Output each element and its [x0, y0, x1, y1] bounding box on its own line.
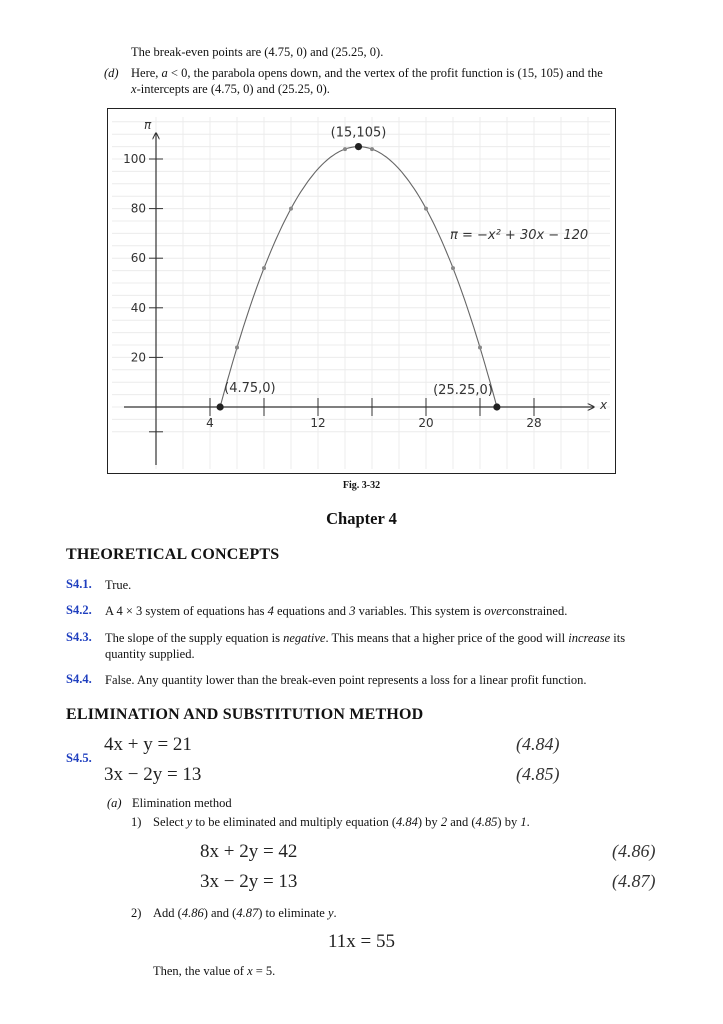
text-segment: 2: [440, 815, 448, 829]
figure-caption: Fig. 3-32: [342, 480, 381, 491]
text-segment: constrained.: [506, 604, 568, 618]
equation-label: π = −x² + 30x − 120: [450, 228, 589, 243]
equation-number-4-86: (4.86): [612, 841, 656, 861]
x-axis-label: x: [600, 398, 608, 412]
curve-point: [451, 266, 455, 270]
text-segment: Add (: [153, 906, 182, 920]
equation-4-87: 3x − 2y = 13: [200, 871, 298, 892]
text-segment: 3: [349, 604, 356, 618]
text-segment: 4.86: [181, 906, 204, 920]
theory-item-text: [105, 672, 665, 688]
text-segment: and (: [447, 815, 476, 829]
equation-number-4-84: (4.84): [516, 734, 560, 754]
elimination-heading: ELIMINATION AND SUBSTITUTION METHOD: [66, 706, 424, 723]
curve-point: [370, 147, 374, 151]
text-segment: ) to eliminate: [258, 906, 328, 920]
theory-item-text: [105, 630, 665, 662]
text-segment: The slope of the supply equation is: [105, 631, 284, 645]
theory-item-text: [105, 577, 665, 593]
equation-number-4-87: (4.87): [612, 871, 656, 891]
x-tick-label: 12: [310, 416, 326, 430]
curve-point: [289, 207, 293, 211]
x-tick-label: 20: [418, 416, 434, 430]
part-a-text: Elimination method: [132, 796, 232, 810]
text-segment: over: [484, 604, 507, 618]
theory-item-label: S4.3.: [66, 630, 92, 644]
equation-11x: 11x = 55: [327, 931, 395, 952]
text-segment: 4: [267, 604, 274, 618]
equation-4-85: 3x − 2y = 13: [104, 764, 202, 785]
equation-number-4-85: (4.85): [516, 764, 560, 784]
y-tick-label: 80: [130, 201, 146, 216]
text-segment: 1: [520, 815, 527, 829]
text-segment: to be eliminated and multiply equation (: [192, 815, 397, 829]
curve-point: [235, 345, 239, 349]
text-segment: y: [327, 906, 334, 920]
text-segment: .: [333, 906, 337, 920]
left-intercept-label: (4.75,0): [224, 381, 276, 396]
equation-4-86: 8x + 2y = 42: [200, 841, 298, 862]
theory-item-label: S4.2.: [66, 603, 92, 617]
right-intercept-label: (25.25,0): [433, 383, 493, 398]
part-a-label: (a): [107, 796, 122, 810]
text-segment: . This means that a higher price of the good will: [325, 631, 569, 645]
right-intercept-point: [493, 403, 500, 410]
theory-item-text: [105, 603, 665, 619]
curve-point: [343, 147, 347, 151]
text-segment: equations and: [273, 604, 350, 618]
theory-heading: THEORETICAL CONCEPTS: [66, 546, 280, 563]
y-tick-label: 100: [123, 152, 146, 166]
step1-text: [153, 814, 530, 830]
x-tick-label: 4: [206, 416, 214, 430]
y-tick-label: 40: [130, 300, 146, 315]
x-tick-label: 28: [526, 416, 542, 430]
x-value-sentence: Then, the value of x = 5.: [153, 964, 276, 978]
y-tick-label: 20: [130, 350, 146, 365]
y-axis-label: π: [144, 118, 152, 132]
vertex-point: [355, 143, 362, 150]
curve-point: [478, 345, 482, 349]
step1-number: 1): [131, 815, 142, 829]
break-even-sentence: The break-even points are (4.75, 0) and (25.25, 0).: [131, 45, 384, 59]
text-segment: Select: [153, 815, 187, 829]
text-segment: negative: [283, 631, 326, 645]
theory-item-label: S4.1.: [66, 577, 92, 591]
part-d-label: (d): [104, 66, 119, 80]
step2-text: [153, 905, 337, 921]
vertex-label: (15,105): [330, 125, 387, 141]
text-segment: .: [526, 815, 530, 829]
theory-item-label: S4.4.: [66, 672, 92, 686]
y-tick-label: 60: [130, 251, 146, 266]
step2-number: 2): [131, 906, 142, 920]
part-d-line2: x-intercepts are (4.75, 0) and (25.25, 0).: [131, 82, 330, 96]
text-segment: 4.85: [475, 815, 498, 829]
text-segment: increase: [568, 631, 611, 645]
part-d-line1: Here, a < 0, the parabola opens down, and the vertex of the profit function is (15, 105) and the: [131, 66, 603, 80]
chapter-title: Chapter 4: [326, 509, 397, 528]
text-segment: 4.84: [396, 815, 418, 829]
profit-parabola-figure: [107, 108, 616, 474]
text-segment: y: [186, 815, 193, 829]
text-segment: variables. This system is: [355, 604, 485, 618]
s45-label: S4.5.: [66, 751, 92, 765]
text-segment: ) and (: [203, 906, 237, 920]
text-segment: 4.87: [236, 906, 259, 920]
text-segment: ) by: [417, 815, 441, 829]
left-intercept-point: [217, 403, 224, 410]
curve-point: [262, 266, 266, 270]
text-segment: True.: [105, 578, 132, 592]
profit-curve: [220, 147, 497, 407]
text-segment: ) by: [497, 815, 521, 829]
profit-chart: [108, 109, 614, 472]
text-segment: its quantity supplied.: [105, 631, 626, 661]
equation-4-84: 4x + y = 21: [104, 734, 192, 755]
text-segment: False. Any quantity lower than the break-even point represents a loss for a linear profit function.: [105, 673, 587, 687]
curve-point: [424, 207, 428, 211]
text-segment: A 4 × 3 system of equations has: [105, 604, 268, 618]
